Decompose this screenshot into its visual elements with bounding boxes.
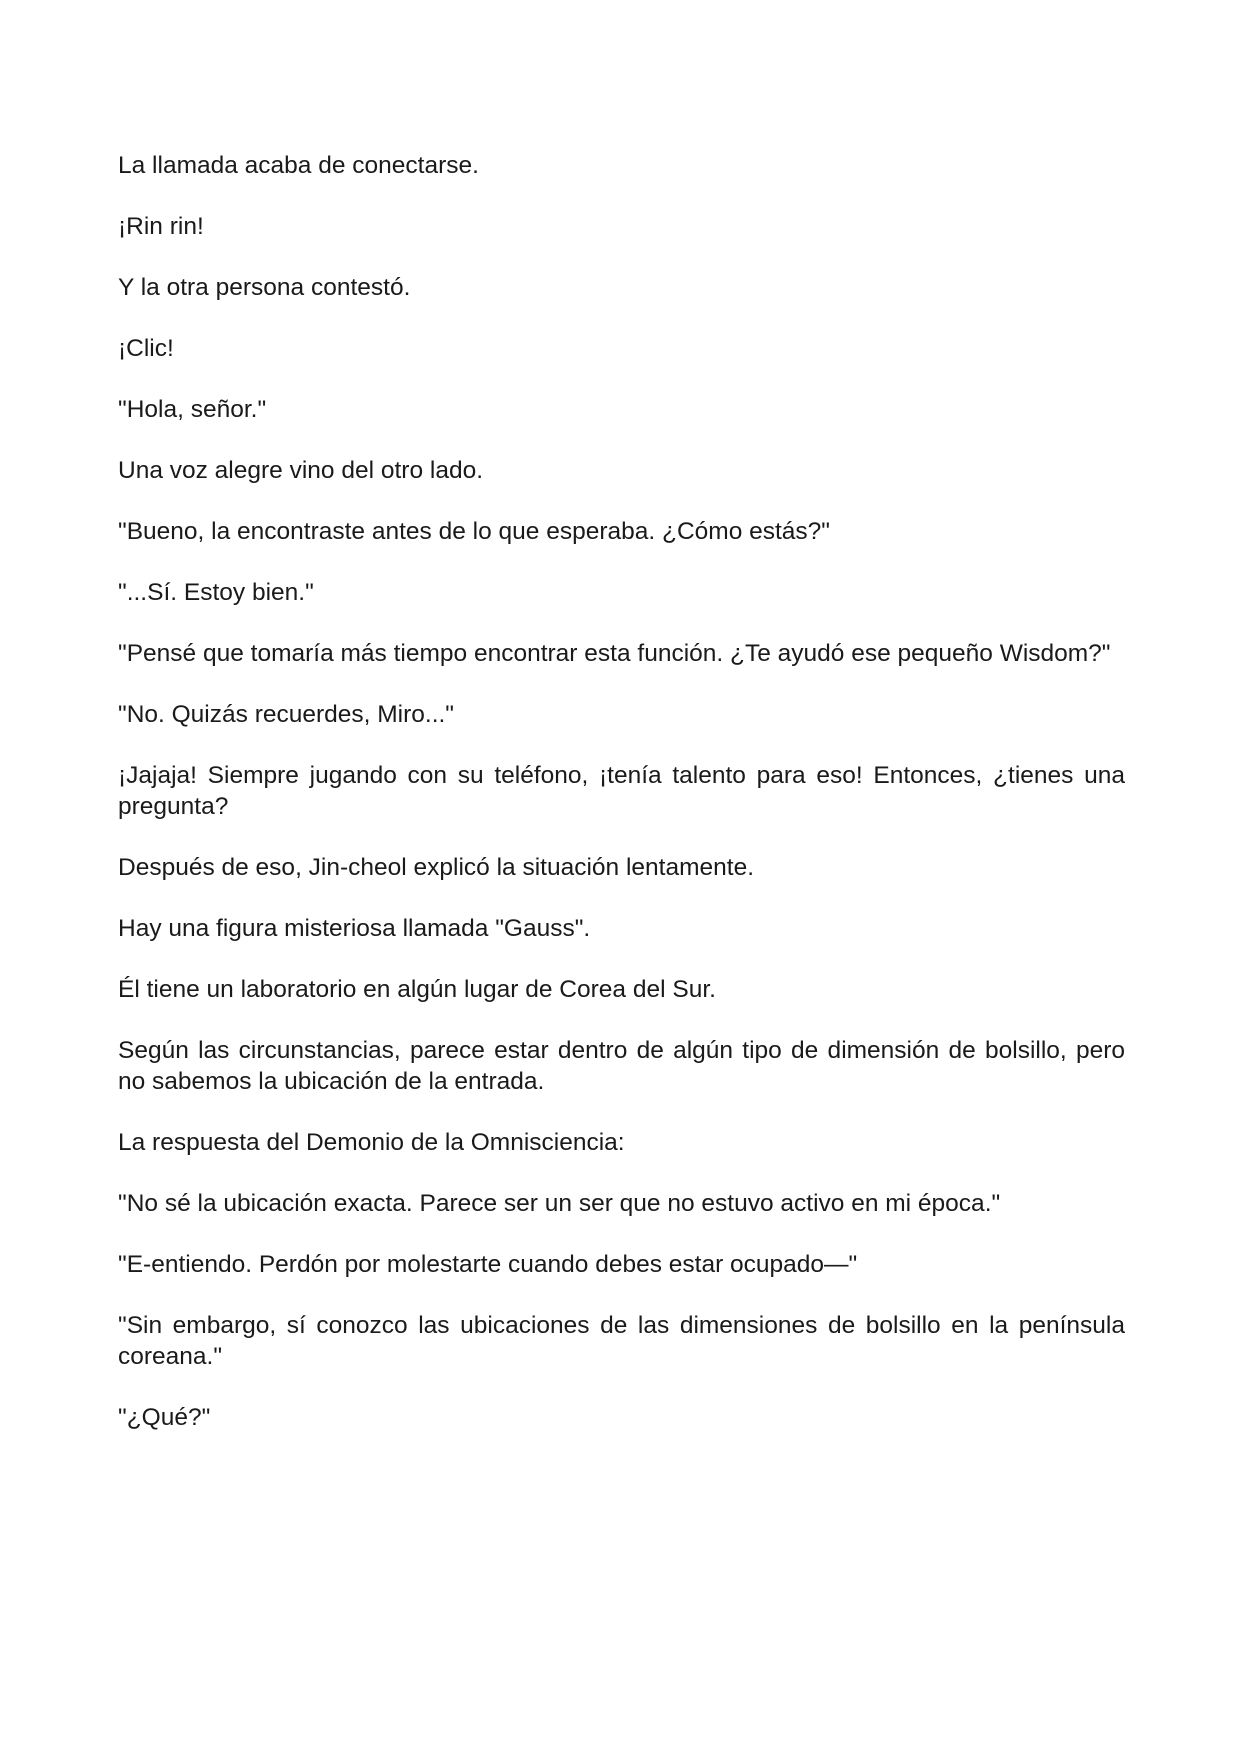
paragraph: "No. Quizás recuerdes, Miro..."	[118, 701, 455, 728]
paragraph: "Pensé que tomaría más tiempo encontrar esta función. ¿Te ayudó ese pequeño Wisdom?"	[118, 640, 1111, 667]
paragraph: Según las circunstancias, parece estar dentro de algún tipo de dimensión de bolsillo, pero no sabemos la ubicación de la entrada.	[118, 1037, 1125, 1095]
paragraph: "¿Qué?"	[118, 1404, 211, 1431]
paragraph: La llamada acaba de conectarse.	[118, 152, 479, 179]
paragraph: Una voz alegre vino del otro lado.	[118, 457, 483, 484]
paragraph: "...Sí. Estoy bien."	[118, 579, 314, 606]
paragraph: ¡Clic!	[118, 335, 174, 362]
paragraph: ¡Rin rin!	[118, 213, 204, 240]
paragraph: Él tiene un laboratorio en algún lugar de Corea del Sur.	[118, 976, 716, 1003]
paragraph: Hay una figura misteriosa llamada "Gauss".	[118, 915, 591, 942]
paragraph: "E-entiendo. Perdón por molestarte cuando debes estar ocupado—"	[118, 1251, 858, 1278]
paragraph: ¡Jajaja! Siempre jugando con su teléfono, ¡tenía talento para eso! Entonces, ¿tienes una pregunta?	[118, 762, 1125, 820]
paragraph: Después de eso, Jin-cheol explicó la situación lentamente.	[118, 854, 755, 881]
paragraph: Y la otra persona contestó.	[118, 274, 411, 301]
paragraph: "Hola, señor."	[118, 396, 267, 423]
paragraph: "Bueno, la encontraste antes de lo que esperaba. ¿Cómo estás?"	[118, 518, 831, 545]
document-body	[118, 150, 1125, 1463]
paragraph: "No sé la ubicación exacta. Parece ser un ser que no estuvo activo en mi época."	[118, 1190, 1001, 1217]
paragraph: La respuesta del Demonio de la Omnisciencia:	[118, 1129, 625, 1156]
paragraph: "Sin embargo, sí conozco las ubicaciones de las dimensiones de bolsillo en la península coreana."	[118, 1312, 1125, 1370]
